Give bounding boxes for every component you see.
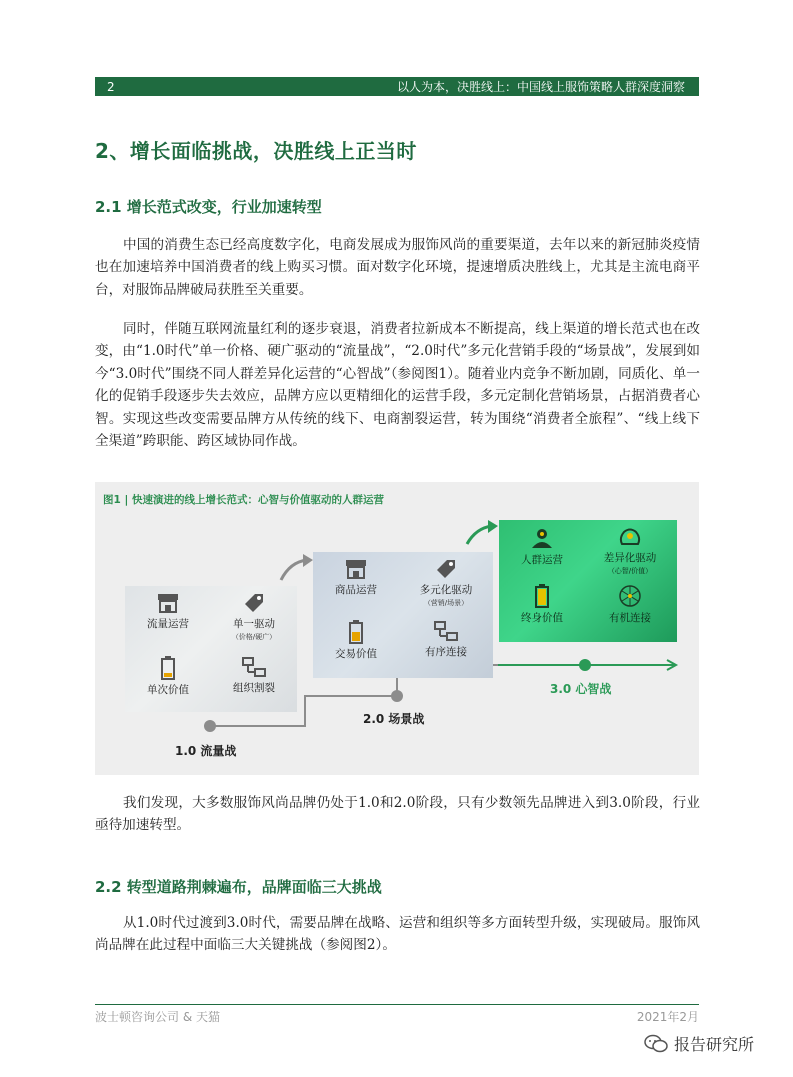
price-tag-icon <box>435 558 457 580</box>
stage-1-marker <box>204 720 216 732</box>
stage-2-item-1: 商品运营 <box>313 558 399 597</box>
figure-1 <box>95 482 699 775</box>
report-title: 以人为本，决胜线上：中国线上服饰策略人群深度洞察 <box>396 80 685 94</box>
wechat-icon <box>644 1034 668 1054</box>
stage-1-item-2: 单一驱动 （价格/硬广） <box>211 592 297 642</box>
stage-3-label: 3.0 心智战 <box>550 682 612 696</box>
paragraph-1: 中国的消费生态已经高度数字化，电商发展成为服饰风尚的重要渠道，去年以来的新冠肺炎疫情也在加速培养中国消费者的线上购买习惯。面对数字化环境，提速增质决胜线上，尤其是主流电商平台，对服饰品牌破局获胜至关重要。 <box>95 237 700 298</box>
stage-1-panel <box>125 586 297 712</box>
footer-date: 2021年2月 <box>636 1010 699 1024</box>
stage-3-item-4: 有机连接 <box>587 584 673 625</box>
battery-mid-icon <box>349 620 363 644</box>
subsection-title-2-1: 2.1 增长范式改变，行业加速转型 <box>95 198 322 216</box>
stage-2-item-2: 多元化驱动 （营销/场景） <box>403 558 489 608</box>
stage-3-item-2: 差异化驱动 （心智/价值） <box>587 526 673 576</box>
battery-low-icon <box>161 656 175 680</box>
watermark <box>644 1032 754 1055</box>
stage-2-panel <box>313 552 493 678</box>
price-tag-icon <box>243 592 265 614</box>
stage-1-label: 1.0 流量战 <box>175 744 237 758</box>
stage-2-marker <box>391 690 403 702</box>
network-icon <box>617 584 643 608</box>
paragraph-4: 从1.0时代过渡到3.0时代，需要品牌在战略、运营和组织等多方面转型升级，实现破局。服饰风尚品牌在此过程中面临三大关键挑战（参阅图2）。 <box>95 915 700 954</box>
battery-full-icon <box>535 584 549 608</box>
page-number: 2 <box>107 79 115 94</box>
store-icon <box>344 558 368 580</box>
paragraph-3: 我们发现，大多数服饰风尚品牌仍处于1.0和2.0阶段，只有少数领先品牌进入到3.0阶段，行业亟待加速转型。 <box>95 795 700 834</box>
stage-3-item-3: 终身价值 <box>499 584 585 625</box>
watermark-text: 报告研究所 <box>674 1035 755 1054</box>
figure-title: 图1 | 快速演进的线上增长范式：心智与价值驱动的人群运营 <box>103 494 384 506</box>
stage-2-label: 2.0 场景战 <box>363 712 425 726</box>
people-icon <box>529 526 555 550</box>
org-chart-icon <box>241 656 267 678</box>
stage-1-item-3: 单次价值 <box>125 656 211 697</box>
footer-divider <box>95 1004 699 1005</box>
stage-2-item-3: 交易价值 <box>313 620 399 661</box>
brain-icon <box>617 526 643 548</box>
section-title: 2、增长面临挑战，决胜线上正当时 <box>95 139 417 163</box>
header-bar <box>95 77 699 96</box>
stage-1-item-4: 组织割裂 <box>211 656 297 695</box>
footer-publisher: 波士顿咨询公司 & 天猫 <box>95 1010 220 1024</box>
stage-3-panel <box>499 520 677 642</box>
org-chart-icon <box>433 620 459 642</box>
paragraph-2: 同时，伴随互联网流量红利的逐步衰退，消费者拉新成本不断提高，线上渠道的增长范式也在改变，由“1.0时代”单一价格、硬广驱动的“流量战”，“2.0时代”多元化营销手段的“场景战”，发展到如今“3.0时代”围绕不同人群差异化运营的“心智战”（参阅图1）。随着业内竞争不断加剧，同质化、单一化的促销手段逐步失去效应，品牌方应以更精细化的运营手段，多元定制化营销场景，占据消费者心智。实现这些改变需要品牌方从传统的线下、电商割裂运营，转为围绕“消费者全旅程”、“线上线下全渠道”跨职能、跨区域协同作战。 <box>95 321 700 450</box>
stage-2-item-4: 有序连接 <box>403 620 489 659</box>
stage-3-marker <box>579 659 591 671</box>
store-icon <box>156 592 180 614</box>
stage-3-item-1: 人群运营 <box>499 526 585 567</box>
stage-1-item-1: 流量运营 <box>125 592 211 631</box>
subsection-title-2-2: 2.2 转型道路荆棘遍布，品牌面临三大挑战 <box>95 878 382 896</box>
